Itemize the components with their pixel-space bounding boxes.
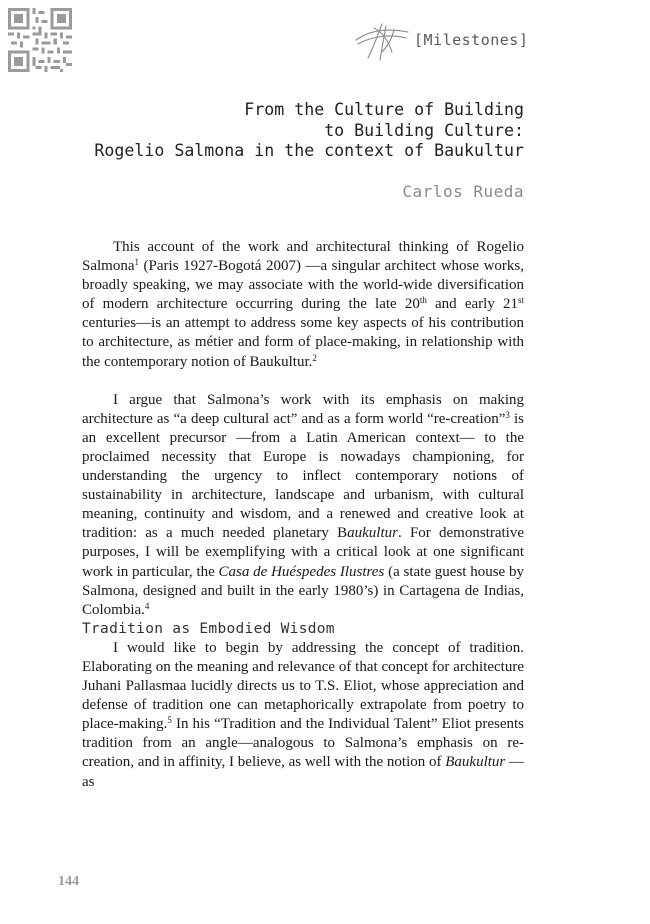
footnote-ref-5[interactable]: 5 <box>167 715 172 726</box>
italic-text: aukultur <box>347 525 398 542</box>
text-run: This account of the work and architectural thinking of Rogelio Salmona <box>82 239 524 275</box>
ordinal-suffix: st <box>517 295 524 306</box>
qr-code-icon <box>8 8 72 72</box>
milestones-logo-icon <box>352 18 412 62</box>
text-run: centuries—is an attempt to address some key aspects of his contribution to architecture, as métier and form of place-making, in relationship with the contemporary notion of Baukultur. <box>82 315 524 370</box>
footnote-ref-1[interactable]: 1 <box>134 257 139 268</box>
title-line-1: From the Culture of Building <box>244 100 524 119</box>
text-run: (a state guest house by Salmona, designed and built in the early 1980’s) in Cartagena de Indias, Colombia. <box>82 563 524 618</box>
text-run: I would like to begin by addressing the concept of tradition. Elaborating on the meaning and relevance of that concept for architecture Juhani Pallasmaa lucidly directs us to T.S. Eliot, whose appreciation and defense of tradition one can metaphorically extrapolate from poetry to place-making. <box>82 639 524 733</box>
paragraph-1 <box>82 238 524 372</box>
text-run: . For demonstrative purposes, I will be exemplifying with a critical look at one significant work in particular, the <box>82 525 524 580</box>
footnote-ref-2[interactable]: 2 <box>312 352 317 363</box>
text-run: —as <box>82 754 525 790</box>
text-run: I argue that Salmona’s work with its emphasis on making architecture as “a deep cultural act” and as a form world “re-creation” <box>82 391 524 427</box>
footnote-ref-3[interactable]: 3 <box>505 409 510 420</box>
text-run: (Paris 1927-Bogotá 2007) —a singular architect whose works, broadly speaking, we may associate with the world-wide diversification of modern architecture occurring during the late 20 <box>82 258 524 313</box>
title-line-2: to Building Culture: <box>324 120 524 140</box>
paragraph-2 <box>82 391 524 620</box>
title-line-3: Rogelio Salmona in the context of Baukultur <box>94 141 524 160</box>
page-number: 144 <box>58 874 79 889</box>
text-run: is an excellent precursor —from a Latin American context— to the proclaimed necessity that Europe is nowadays championing, for understanding the urgency to inflect contemporary notions of sustainability in architecture, landscape and urbanism, with cultural meaning, continuity and wisdom, and a renewed and creative look at tradition: as a much needed planetary B <box>82 410 524 542</box>
author-name: Carlos Rueda <box>402 182 524 201</box>
italic-text: Casa de Huéspedes Ilustres <box>218 563 385 580</box>
section-heading: Tradition as Embodied Wisdom <box>82 620 335 637</box>
text-run: In his “Tradition and the Individual Talent” Eliot presents tradition from an angle—analogous to Salmona’s emphasis on re-creation, and in affinity, I believe, as well with the notion of <box>82 716 524 771</box>
article-title <box>60 100 524 162</box>
italic-text: Baukultur <box>445 754 506 771</box>
ordinal-suffix: th <box>419 295 427 306</box>
article-body <box>82 238 524 792</box>
section-tag: [Milestones] <box>414 31 529 49</box>
footnote-ref-4[interactable]: 4 <box>144 600 150 611</box>
text-run: and early 21 <box>426 296 518 313</box>
paragraph-3 <box>82 639 524 792</box>
